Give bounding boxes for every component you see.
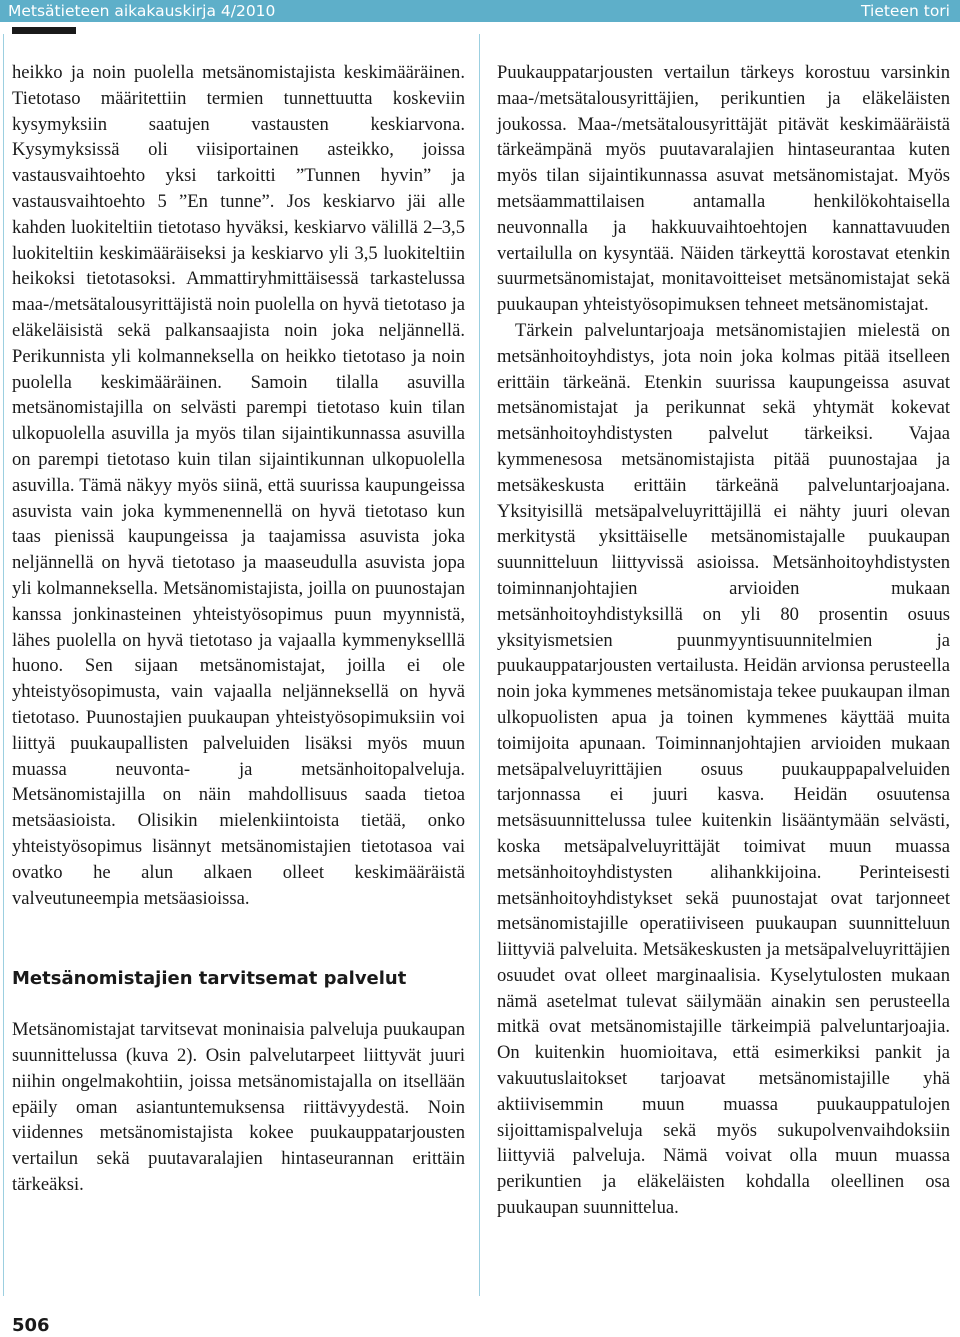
section-marker xyxy=(12,27,76,34)
right-column xyxy=(497,60,950,1221)
body-paragraph: Metsänomistajat tarvitsevat moninaisia palveluja puukaupan suunnittelussa (kuva 2). Osin palvelutarpeet liittyvät juuri niihin ongelmakohtiin, joissa metsänomistajalla on itsellään epäily oman asiantuntemuksensa riittävyydestä. Noin viidennes metsänomistajista kokee puukauppatarjousten vertailun sekä puutavaralajien hintaseurannan erittäin tärkeäksi. xyxy=(12,1019,465,1196)
journal-title: Metsätieteen aikakauskirja 4/2010 xyxy=(8,2,276,20)
body-paragraph: Puukauppatarjousten vertailun tärkeys korostuu varsinkin maa-/metsätalousyrittäjien, perikuntien ja eläkeläisten joukossa. Maa-/metsätalousyrittäjät pitävät keskimääräistä tärkeämpänä myös puutavaralajien hintaseurantaa kuten myös tilan sijaintikunnassa asuvat metsänomistajat. Myös metsäammattilaisen antamalla henkilökohtaisella neuvonnalla ja hakkuuvaihtoehtojen kannattavuuden vertailulla on kysyntää. Näiden tärkeyttä korostavat etenkin suurmetsänomistajat, monitavoitteiset metsänomistajat sekä puukaupan yhteistyösopimuksen tehneet metsänomistajat. xyxy=(497,62,950,316)
section-title: Tieteen tori xyxy=(861,2,950,20)
running-header xyxy=(0,0,960,22)
page-number: 506 xyxy=(12,1315,50,1336)
left-column xyxy=(12,60,465,1198)
section-heading: Metsänomistajien tarvitsemat palvelut xyxy=(12,968,407,990)
body-paragraph: Tärkein palveluntarjoaja metsänomistajien mielestä on metsänhoitoyhdistys, jota noin joka kolmas pitää itselleen erittäin tärkeänä. Etenkin suurissa kaupungeissa asuvat metsänomistajat ja perikunnat sekä yhtymät kokevat metsänhoitoyhdistysten palvelut tärkeiksi. Vajaa kymmenesosa metsänomistajista pitää puunostajaa ja metsäkeskusta erittäin tärkeänä palveluntarjoajana. Yksityisillä metsäpalveluyrittäjillä ei nähty juuri olevan merkitystä yksittäiselle metsänomistajalle puukaupan suunnitteluun liittyvissä asioissa. Metsänhoitoyhdistysten toiminnanjohtajien arvioiden mukaan metsänhoitoyhdistyksillä on yli 80 prosentin osuus yksityismetsien puunmyyntisuunnitelmien ja puukauppatarjousten vertailusta. Heidän arvionsa perusteella noin joka kymmenes metsänomistaja tekee puukaupan ilman ulkopuolisten apua ja toinen kymmenes käyttää muita toimijoita apunaan. Toiminnanjohtajien arvioiden mukaan metsäpalveluyrittäjien osuus puukauppapalveluiden tarjonnassa ei juuri kasva. Heidän osuutensa metsäsuunnittelussa tulee kuitenkin lisääntymään selvästi, koska metsäpalveluyrittäjät toimivat muun muassa metsänhoitoyhdistysten alihankkijoina. Perinteisesti metsänhoitoyhdistykset sekä puunostajat ovat tarjonneet metsänomistajille operatiiviseen puukaupan suunnitteluun liittyviä palveluita. Metsäkeskusten ja metsäpalveluyrittäjien osuudet ovat olleet marginaalisia. Kyselytulosten mukaan nämä asetelmat tulevat säilymään ainakin sen perusteella mitkä ovat metsänomistajille tärkeimpiä palveluntarjoajia. On kuitenkin huomioitava, että esimerkiksi pankit ja vakuutuslaitokset tarjoavat metsänomistajille yhä aktiivisemmin muun muassa puukauppatulojen sijoittamispalveluja sekä myös sukupolvenvaihdoksiin liittyviä palveluja. Nämä voivat olla muun muassa perikuntien ja eläkeläisten kohdalla oleellinen osa puukaupan suunnittelua. xyxy=(497,319,950,1219)
left-margin-rule xyxy=(3,34,4,1296)
body-paragraph: heikko ja noin puolella metsänomistajista keskimääräinen. Tietotaso määritettiin termien tunnettuutta koskeviin kysymyksiin saatujen vastausten keskiarvona. Kysymyksissä oli viisiportainen asteikko, joissa vastausvaihtoehto yksi tarkoitti ”Tunnen hyvin” ja vastausvaihtoehto 5 ”En tunne”. Jos keskiarvo jäi alle kahden luokiteltiin tietotaso hyväksi, keskiarvo välillä 2–3,5 luokiteltiin keskimääräiseksi ja keskiarvo yli 3,5 luokiteltiin heikoksi tietotasoksi. Ammattiryhmittäisessä tarkastelussa maa-/metsätalousyrittäjistä noin puolella on hyvä tietotaso ja eläkeläisistä sekä palkansaajista noin joka neljännellä. Perikunnista yli kolmanneksella on heikko tietotaso ja noin puolella keskimääräinen. Samoin tilalla asuvilla metsänomistajilla on selvästi parempi tietotaso kuin tilan ulkopuolella asuvilla ja myös tilan sijaintikunnassa asuvilla on parempi tietotaso kuin tilan sijaintikunnan ulkopuolella asuvilla. Tämä näkyy myös siinä, että suurissa kaupungeissa asuvista vain joka kymmenennellä on hyvä tietotaso kun taas pienissä kaupungeissa ja taajamissa asuvista joka neljännellä on hyvä tietotaso ja maaseudulla asuvista jopa yli kolmanneksella. Metsänomistajista, joilla on puunostajan kanssa jonkinasteinen yhteistyösopimus puun myynnistä, lähes puolella on hyvä tietotaso ja vajaalla kymmenykselllä huono. Sen sijaan metsänomistajat, joilla ei ole yhteistyösopimusta, vain vajaalla neljänneksellä on hyvä tietotaso. Puunostajien puukaupan yhteistyösopimuksiin voi liittyä puukaupallisten palveluiden lisäksi myös muun muassa neuvonta- ja metsänhoitopalveluja. Metsänomistajilla on näin mahdollisuus saada tietoa metsäasioista. Olisikin mielenkiintoista tietää, onko yhteistyösopimus lisännyt metsänomistajien tietotasoa vai ovatko he alun alkaen olleet keskimääräistä valveutuneempia metsäasioissa. xyxy=(12,62,465,909)
column-divider xyxy=(479,34,480,1296)
